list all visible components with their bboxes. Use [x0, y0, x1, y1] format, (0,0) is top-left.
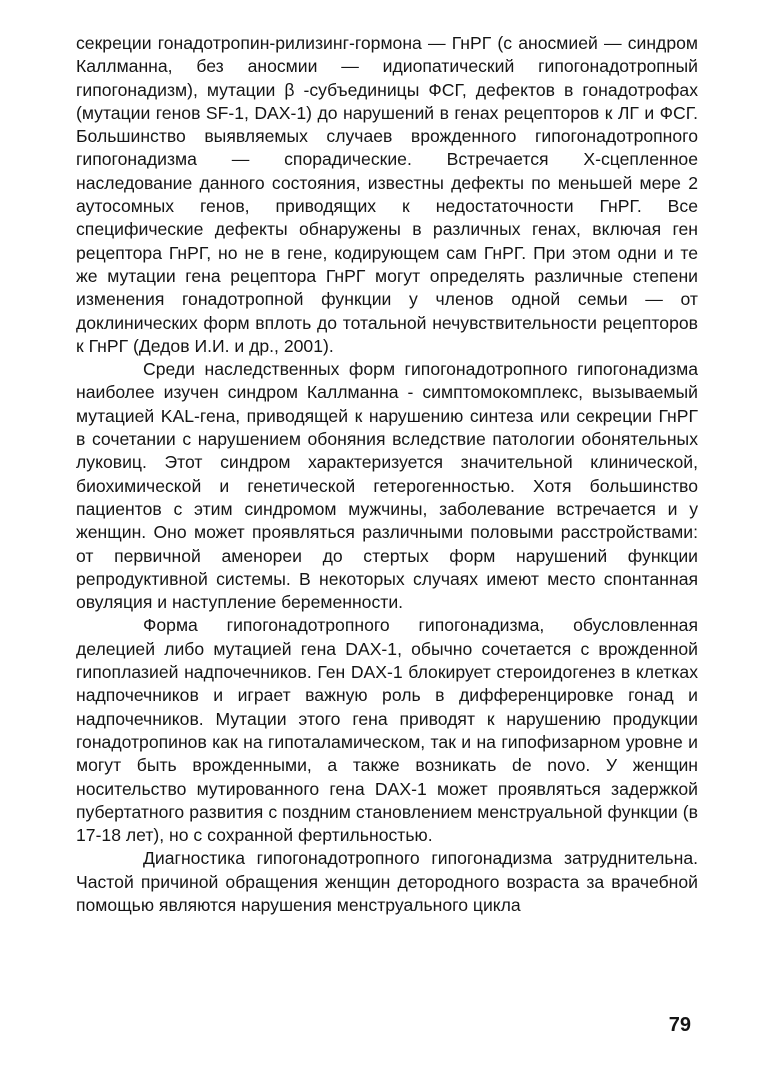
page-number: 79: [668, 1014, 691, 1036]
body-text: [76, 32, 698, 917]
paragraph-2: Среди наследственных форм гипогонадотропного гипогонадизма наиболее изучен синдром Каллманна - симптомокомплекс, вызываемый мутацией KAL-гена, приводящей к нарушению синтеза или секреции ГнРГ в сочетании с нарушением обоняния вследствие патологии обонятельных луковиц. Этот синдром характеризуется значительной клинической, биохимической и генетической гетерогенностью. Хотя большинство пациентов с этим синдромом мужчины, заболевание встречается и у женщин. Оно может проявляться различными половыми расстройствами: от первичной аменореи до стертых форм нарушений функции репродуктивной системы. В некоторых случаях имеют место спонтанная овуляция и наступление беременности.: [76, 359, 698, 613]
paragraph-4: Диагностика гипогонадотропного гипогонадизма затруднительна. Частой причиной обращения женщин детородного возраста за врачебной помощью являются нарушения менструального цикла: [76, 848, 698, 915]
paragraph-1: секреции гонадотропин-рилизинг-гормона — ГнРГ (с аносмией — синдром Каллманна, без аносмии — идиопатический гипогонадотропный гипогонадизм), мутации β -субъединицы ФСГ, дефектов в гонадотрофах (мутации генов SF-1, DAX-1) до нарушений в генах рецепторов к ЛГ и ФСГ. Большинство выявляемых случаев врожденного гипогонадотропного гипогонадизма — спорадические. Встречается Х-сцепленное наследование данного состояния, известны дефекты по меньшей мере 2 аутосомных генов, приводящих к недостаточности ГнРГ. Все специфические дефекты обнаружены в различных генах, включая ген рецептора ГнРГ, но не в гене, кодирующем сам ГнРГ. При этом одни и те же мутации гена рецептора ГнРГ могут определять различные степени изменения гонадотропной функции у членов одной семьи — от доклинических форм вплоть до тотальной нечувствительности рецепторов к ГнРГ (Дедов И.И. и др., 2001).: [76, 33, 698, 356]
paragraph-3: Форма гипогонадотропного гипогонадизма, обусловленная делецией либо мутацией гена DAX-1, обычно сочетается с врожденной гипоплазией надпочечников. Ген DAX-1 блокирует стероидогенез в клетках надпочечников и играет важную роль в дифференцировке гонад и надпочечников. Мутации этого гена приводят к нарушению продукции гонадотропинов как на гипоталамическом, так и на гипофизарном уровне и могут быть врожденными, а также возникать de novo. У женщин носительство мутированного гена DAX-1 может проявляться задержкой пубертатного развития с поздним становлением менструальной функции (в 17-18 лет), но с сохранной фертильностью.: [76, 615, 698, 846]
